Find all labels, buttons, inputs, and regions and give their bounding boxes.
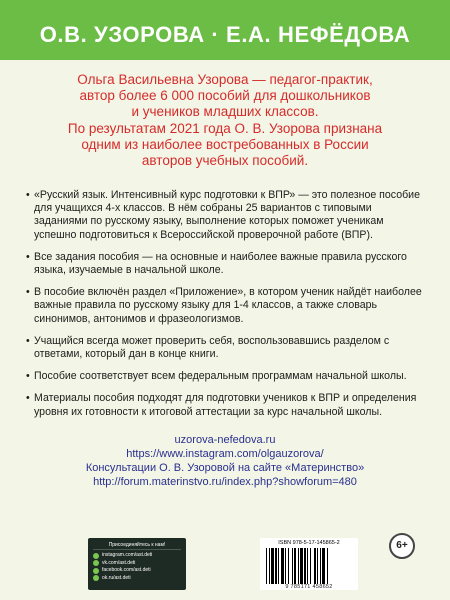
bullet: •: [26, 250, 30, 263]
ok-icon: [93, 575, 99, 581]
forum-link[interactable]: http://forum.materinstvo.ru/index.php?showforum=480: [93, 476, 357, 488]
description-paragraph: [26, 286, 426, 326]
bio-line: одним из наиболее востребованных в России: [81, 136, 369, 152]
social-handle: facebook.com/ast.deti: [102, 567, 151, 573]
bullet: •: [26, 189, 30, 201]
social-handle: ok.ru/ast.deti: [102, 574, 131, 581]
social-handle: vk.com/ast.deti: [102, 559, 136, 566]
bullet: •: [26, 370, 30, 383]
paragraph-text: «Русский язык. Интенсивный курс подготовки к ВПР» — это полезное пособие для учащихся 4-х классов. В нём собраны 25 вариантов с типовыми заданиями по русскому языку, выполнение которых поможет ученикам успешно подготовиться к Всероссийской проверочной работе (ВПР).: [34, 189, 420, 241]
paragraph-text: Пособие соответствует всем федеральным программам начальной школы.: [34, 370, 407, 383]
bio-line: По результатам 2021 года О. В. Узорова признана: [67, 120, 383, 136]
paragraph-text: В пособие включён раздел «Приложение», в котором ученик найдёт наиболее важные правила по русскому языку для 1-4 классов, а также словарь синонимов, антонимов и фразеологизмов.: [34, 286, 422, 325]
paragraph-text: Все задания пособия — на основные и наиболее важные правила русского языка, изучаемые в начальной школе.: [34, 250, 407, 277]
social-row[interactable]: [93, 560, 181, 568]
bio-line: и учеников младших классов.: [131, 104, 319, 120]
facebook-icon: [93, 568, 99, 574]
description-paragraph: [26, 392, 426, 418]
social-row[interactable]: [93, 552, 181, 560]
instagram-icon: [93, 553, 99, 559]
paragraph-text: Учащийся всегда может проверить себя, воспользовавшись разделом с ответами, который дан в конце книги.: [34, 334, 390, 361]
description-paragraph: [26, 189, 426, 242]
author-bio: [30, 72, 420, 169]
barcode-icon: [264, 548, 354, 584]
social-block: [88, 538, 186, 590]
description-paragraph: [26, 335, 426, 361]
consult-text: Консультации О. В. Узоровой на сайте «Материнство»: [85, 462, 365, 474]
isbn-number: ISBN 978-5-17-145865-2: [278, 540, 340, 546]
social-title: Присоединяйтесь к нам!: [93, 542, 181, 550]
age-rating-badge: 6+: [389, 533, 415, 559]
bullet: •: [26, 286, 30, 299]
site-link[interactable]: uzorova-nefedova.ru: [174, 434, 276, 446]
bullet: •: [26, 334, 30, 347]
paragraph-text: Материалы пособия подходят для подготовки учеников к ВПР и определения уровня их готовности к итоговой аттестации за курс начальной школы.: [34, 392, 417, 418]
description: [26, 189, 426, 428]
vk-icon: [93, 560, 99, 566]
instagram-link[interactable]: https://www.instagram.com/olgauzorova/: [126, 448, 324, 460]
social-handle: instagram.com/ast.deti: [102, 552, 153, 558]
links-block: [0, 433, 450, 489]
bullet: •: [26, 392, 30, 405]
authors-title: О.В. УЗОРОВА · Е.А. НЕФЁДОВА: [39, 22, 411, 47]
description-paragraph: [26, 251, 426, 277]
description-paragraph: [26, 370, 426, 383]
isbn-barcode-block: [260, 538, 358, 590]
barcode-digits: 9 785171 458652: [285, 584, 333, 590]
bio-line: авторов учебных пособий.: [141, 153, 309, 169]
bio-line: автор более 6 000 пособий для дошкольников: [79, 88, 371, 104]
social-row[interactable]: [93, 567, 181, 575]
social-row[interactable]: [93, 575, 181, 583]
bio-line: Ольга Васильевна Узорова — педагог-практик,: [77, 72, 373, 87]
